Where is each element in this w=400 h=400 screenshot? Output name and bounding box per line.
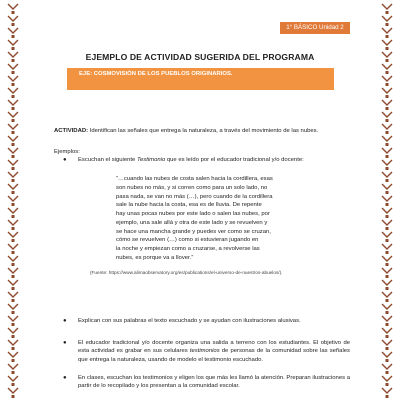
eje-banner: EJE: COSMOVISIÓN DE LOS PUEBLOS ORIGINARIOS. xyxy=(67,68,334,90)
quote-line: nubes, es porque va a llover.” xyxy=(116,254,194,261)
actividad-label: ACTIVIDAD: xyxy=(54,128,89,134)
testimonio-quote xyxy=(116,175,316,263)
actividad-text: Identifican las señales que entrega la naturaleza, a través del movimiento de las nubes. xyxy=(88,128,319,134)
bullet-dot-icon: ● xyxy=(63,375,67,381)
bullet-1-pre: Escuchan el siguiente xyxy=(78,157,137,163)
bullet-2-text: Explican con sus palabras el texto escuchado y se ayudan con ilustraciones alusivas. xyxy=(78,318,301,324)
bullet-1-post: que es leído por el educador tradicional y/o docente: xyxy=(165,157,304,163)
quote-line: la noche y empiezan como a cruzarse, a revolverse las xyxy=(116,246,260,252)
quote-line: son nubes no más, y si corren como para un solo lado, no xyxy=(116,184,268,191)
grade-unit-tag: 1° BÁSICO Unidad 2 xyxy=(280,22,350,34)
quote-line: pasa nada, se van no más (…), pero cuando de la cordillera xyxy=(116,193,273,200)
bullet-1-text xyxy=(78,156,358,164)
quote-line: “…cuando las nubes de costa salen hacia la cordillera, esas xyxy=(116,176,273,182)
bullet-dot-icon: ● xyxy=(63,318,67,324)
bullet-3-italic: testimonios xyxy=(189,348,220,355)
quote-line: sale la nube hacia la costa, esa es de lluvia. De repente xyxy=(116,202,262,209)
bullet-dot-icon: ● xyxy=(63,157,67,163)
bullet-4-text: En clases, escuchan los testimonios y eligen los que más les llamó la atención. Preparan ilustraciones a partir de lo recopilado y los presentan a la comunidad escolar. xyxy=(78,375,350,390)
quote-line: se hace una mancha grande y puedes ver como se cruzan, xyxy=(116,228,271,235)
page-title: EJEMPLO DE ACTIVIDAD SUGERIDA DEL PROGRAMA xyxy=(85,52,315,62)
quote-source: (Fuente: https://www.alimaobservatory.org/es/publications/el-universo-de-nuestros-abuelos/). xyxy=(90,270,283,275)
bullet-3-post: de personas de la comunidad sobre las señales que entrega la naturaleza, usando de modelo el testimonio escuchado. xyxy=(78,348,350,363)
bullet-3-text xyxy=(78,339,350,364)
quote-line: hay unas pocas nubes por este lado o salen las nubes, por xyxy=(116,211,270,217)
bullet-3-pre: El educador tradicional y/o docente organiza una salida a terreno con los estudiantes. El objetivo de esta actividad es grabar en sus celulares xyxy=(78,340,350,355)
quote-line: cómo se revuelven (…) como si estuvieran jugando en xyxy=(116,237,259,244)
bullet-dot-icon: ● xyxy=(63,340,67,346)
quote-line: ejemplo, una sale allá y otra de este lado y se revuelven y xyxy=(116,219,268,226)
ejemplos-label: Ejemplos: xyxy=(54,149,80,155)
bullet-1-italic: Testimonio xyxy=(136,157,166,163)
actividad-paragraph xyxy=(54,127,354,135)
